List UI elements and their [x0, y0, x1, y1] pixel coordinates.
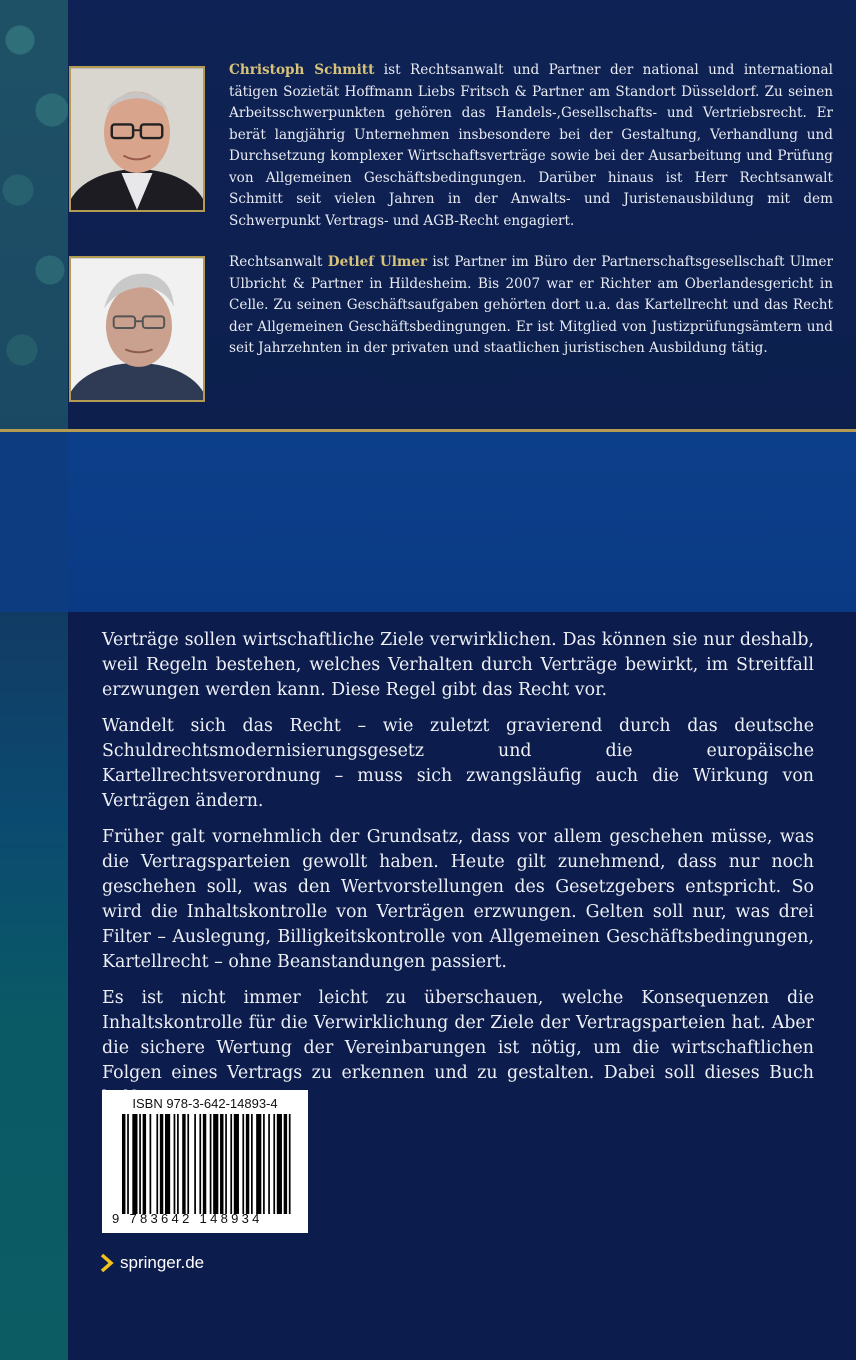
barcode-digits: 9 783642 148934	[112, 1211, 263, 1226]
chevron-right-icon	[100, 1253, 114, 1273]
author-bio-ulmer: Rechtsanwalt Detlef Ulmer ist Partner im Büro der Partnerschaftsgesellschaft Ulmer Ulbricht & Partner in Hildesheim. Bis 2007 war er Richter am Oberlandesgericht in Celle. Zu seinen Geschäftsaufgaben gehörten dort u.a. das Kartellrecht und das Recht der Allgemeinen Geschäftsbedingungen. Er ist Mitglied von Justizprüfungsämtern und seit Jahrzehnten in der privaten und staatlichen juristischen Ausbildung tätig.	[229, 254, 834, 356]
barcode-bar	[165, 1114, 170, 1214]
description-paragraph: Früher galt vornehmlich der Grundsatz, dass vor allem geschehen müsse, was die Vertragsparteien gewollt haben. Heute gilt zunehmend, dass nur noch geschehen soll, was den Wertvorstellungen des Gesetzgebers entspricht. So wird die Inhaltskontrolle von Verträgen erzwungen. Gelten soll nur, was drei Filter – Auslegung, Billigkeitskontrolle von Allgemeinen Geschäftsbedingungen, Kartellrecht – ohne Beanstandungen passiert.	[102, 827, 814, 972]
barcode-bar	[199, 1114, 201, 1214]
gold-divider	[0, 429, 856, 432]
author-photo-ulmer	[69, 256, 205, 402]
barcode-bar	[187, 1114, 189, 1214]
isbn-label: ISBN 978-3-642-14893-4	[132, 1096, 278, 1111]
author-name-ulmer: Detlef Ulmer	[327, 254, 428, 270]
barcode-bar	[230, 1114, 232, 1214]
barcode-bar	[213, 1114, 218, 1214]
barcode-bar	[277, 1114, 282, 1214]
barcode-bar	[263, 1114, 265, 1214]
barcode-bar	[284, 1114, 287, 1214]
barcode-bar	[150, 1114, 152, 1214]
author-name-schmitt: Christoph Schmitt	[229, 62, 375, 78]
publisher-url: springer.de	[120, 1253, 205, 1272]
barcode-bar	[194, 1114, 196, 1214]
description-paragraph: Es ist nicht immer leicht zu überschauen, welche Konsequenzen die Inhaltskontrolle für die Verwirklichung der Ziele der Vertragsparteien hat. Aber die sichere Wertung der Vereinbarungen ist nötig, um die wirtschaftlichen Folgen eines Vertrags zu erkennen und zu gestalten. Dabei soll dieses Buch	[102, 988, 814, 1083]
barcode-bar	[251, 1114, 253, 1214]
barcode-bar	[273, 1114, 275, 1214]
barcode-bar	[177, 1114, 179, 1214]
barcode-bar	[174, 1114, 176, 1214]
author-bio-schmitt: Christoph Schmitt ist Rechtsanwalt und Partner der national und international tätigen Sozietät Hoffmann Liebs Fritsch & Partner am Standort Düsseldorf. Zu seinen Arbeitsschwerpunkten gehören das Handels-,Gesellschafts- und Vertriebsrecht. Er berät langjährig Unternehmen insbesondere bei der Gestaltung, Verhandlung und Durchsetzung komplexer Wirtschaftsverträge sowie bei der Ausarbeitung und Prüfung von Allgemeinen Geschäftsbedingungen. Darüber hinaus ist Herr Rechtsanwalt Schmitt seit vielen Jahren in der Anwalts- und Juristenausbildung mit dem Schwerpunkt Vertrags- und AGB-Recht engagiert.	[229, 62, 833, 229]
barcode-bar	[139, 1114, 141, 1214]
barcode-bar	[182, 1114, 185, 1214]
barcode-bar	[246, 1114, 249, 1214]
barcode-bar	[127, 1114, 129, 1214]
spine-band	[0, 432, 68, 612]
author-photo-schmitt	[69, 66, 205, 212]
book-description	[102, 628, 814, 1122]
barcode-bar	[156, 1114, 158, 1214]
barcode-bar	[234, 1114, 239, 1214]
barcode-bar	[225, 1114, 227, 1214]
barcode-bar	[122, 1114, 125, 1214]
barcode-bar	[143, 1114, 146, 1214]
blue-band	[68, 432, 856, 612]
barcode-bar	[268, 1114, 270, 1214]
barcode-bar	[220, 1114, 223, 1214]
isbn-barcode	[102, 1090, 308, 1233]
barcode-bar	[210, 1114, 212, 1214]
barcode-bar	[289, 1114, 291, 1214]
description-paragraph: Wandelt sich das Recht – wie zuletzt gravierend durch das deutsche Schuldrechtsmodernisierungsgesetz und die europäische Kartellrechtsverordnung – muss sich zwangsläufig auch die Wirkung von Verträgen ändern.	[102, 716, 814, 811]
spine-pattern	[0, 0, 68, 1360]
publisher-link[interactable]	[100, 1250, 204, 1276]
barcode-bar	[132, 1114, 137, 1214]
barcode-bar	[242, 1114, 244, 1214]
description-paragraph: Verträge sollen wirtschaftliche Ziele verwirklichen. Das können sie nur deshalb, weil Regeln bestehen, welches Verhalten durch Verträge bewirkt, im Streitfall erzwungen werden kann. Diese Regel gibt das Recht vor.	[102, 630, 814, 700]
barcode-bar	[203, 1114, 206, 1214]
barcode-bar	[160, 1114, 163, 1214]
barcode-bars	[122, 1114, 294, 1214]
barcode-bar	[256, 1114, 261, 1214]
